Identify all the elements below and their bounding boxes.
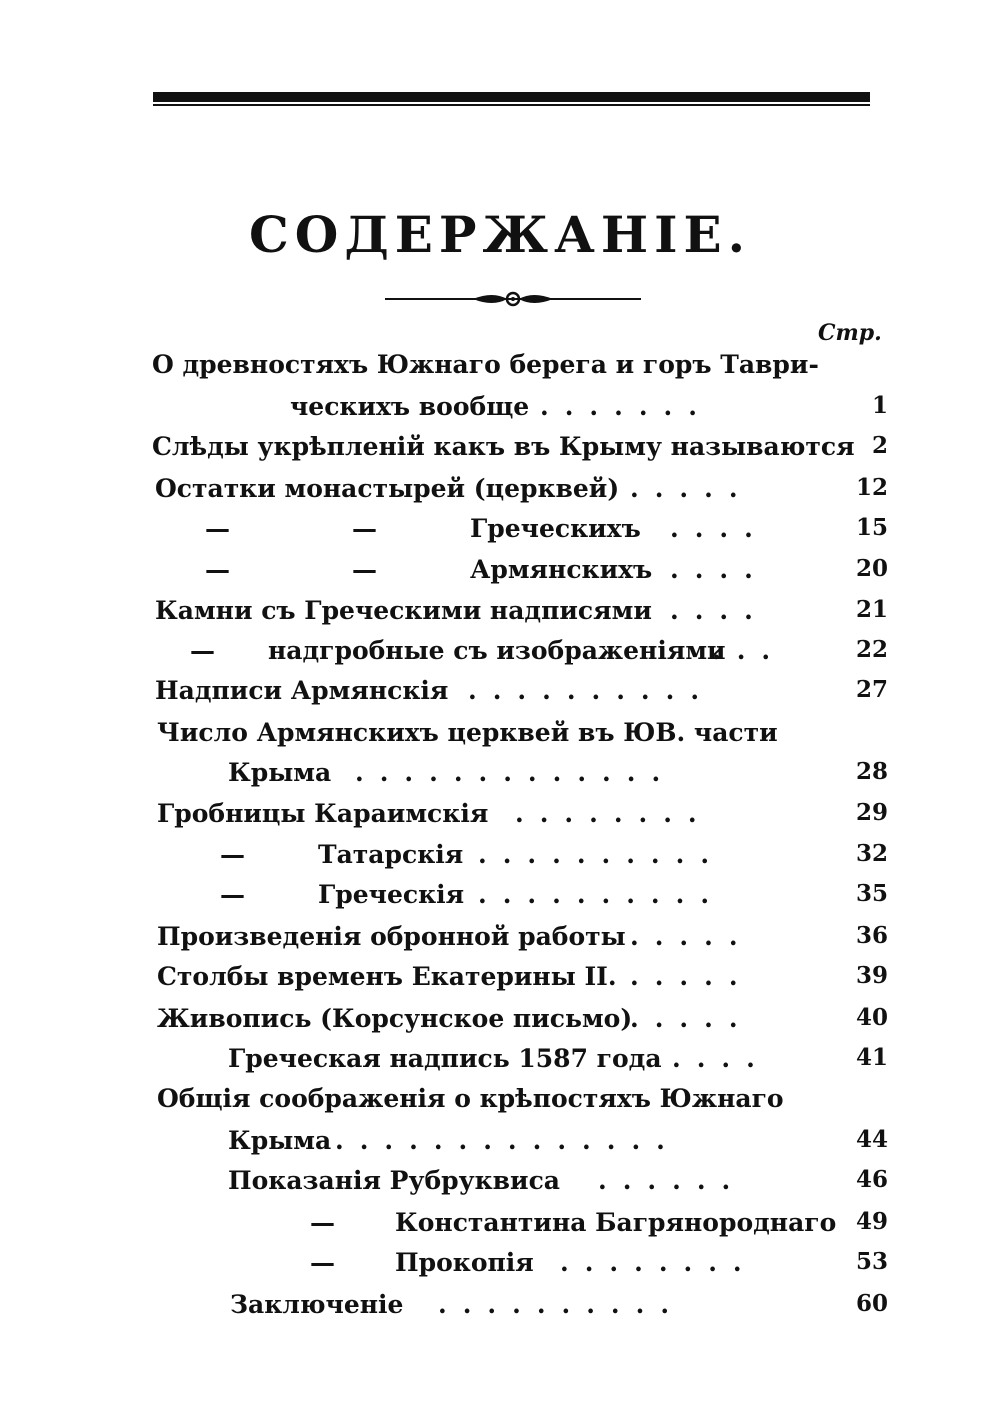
toc-entry-text: Надписи Армянскія [155, 676, 449, 705]
toc-entry-page: 22 [855, 636, 888, 663]
toc-entry [0, 1248, 1000, 1286]
toc-entry-page: 41 [855, 1044, 888, 1071]
leader-dots: ..... [630, 1004, 754, 1033]
ditto-dash: — [205, 555, 230, 584]
toc-entry-page: 29 [855, 799, 888, 826]
toc-entry [0, 514, 1000, 552]
toc-entry-text: Общія соображенія о крѣпостяхъ Южнаго [157, 1084, 784, 1113]
toc-entry [0, 1208, 1000, 1246]
toc-entry-text: Число Армянскихъ церквей въ ЮВ. части [157, 718, 778, 747]
toc-entry-page: 21 [855, 596, 888, 623]
toc-entry [0, 718, 1000, 756]
toc-entry [0, 636, 1000, 674]
leader-dots: ...... [598, 1166, 747, 1195]
leader-dots: .... [670, 514, 769, 543]
page-column-label: Стр. [818, 320, 882, 346]
toc-entry-text: Армянскихъ [470, 555, 653, 584]
toc-entry-page: 46 [855, 1166, 888, 1193]
toc-entry-page: 60 [855, 1290, 888, 1317]
toc-entry-text: Крыма [228, 758, 332, 787]
toc-entry-text: Произведенія обронной работы [157, 922, 626, 951]
toc-entry-page: 27 [855, 676, 888, 703]
toc-entry-page: 20 [855, 555, 888, 582]
toc-entry-page: 1 [871, 392, 888, 419]
ditto-dash: — [220, 840, 245, 869]
leader-dots: ..... [630, 922, 754, 951]
toc-entry-page: 32 [855, 840, 888, 867]
ornament-divider [385, 288, 641, 310]
toc-entry-text: О древностяхъ Южнаго берега и горъ Таври- [152, 350, 819, 379]
toc-entry-page: 15 [855, 514, 888, 541]
toc-entry-text: Татарскія [318, 840, 464, 869]
toc-entry-text: Греческихъ [470, 514, 641, 543]
toc-entry-text: Заключеніе [230, 1290, 404, 1319]
leader-dots: .......... [468, 676, 716, 705]
ditto-dash: — [352, 555, 377, 584]
page-title: СОДЕРЖАНІЕ. [249, 205, 751, 264]
toc-entry-page: 39 [855, 962, 888, 989]
toc-entry-page: 35 [855, 880, 888, 907]
ditto-dash: — [352, 514, 377, 543]
leader-dots: ............. [355, 758, 677, 787]
toc-entry [0, 840, 1000, 878]
leader-dots: .......... [438, 1290, 686, 1319]
toc-entry-text: Прокопія [395, 1248, 534, 1277]
leader-dots: ........ [515, 799, 713, 828]
toc-entry-text: Крыма [228, 1126, 332, 1155]
toc-entry-text: Живопись (Корсунское письмо) [157, 1004, 633, 1033]
leader-dots: .... [672, 1044, 771, 1073]
toc-entry [0, 922, 1000, 960]
toc-entry-text: Гробницы Караимскія [157, 799, 489, 828]
toc-entry-text: надгробные съ изображеніями [268, 636, 726, 665]
toc-entry-page: 36 [855, 922, 888, 949]
ditto-dash: — [190, 636, 215, 665]
toc-entry-text: Греческая надпись 1587 года [228, 1044, 662, 1073]
leader-dots: ....... [540, 392, 713, 421]
leader-dots: .............. [335, 1126, 681, 1155]
toc-entry [0, 350, 1000, 388]
top-double-rule [153, 92, 870, 102]
leader-dots: ... [712, 636, 787, 665]
toc-entry-text: Греческія [318, 880, 465, 909]
toc-entry [0, 596, 1000, 634]
toc-entry-page: 28 [855, 758, 888, 785]
leader-dots: .... [670, 555, 769, 584]
toc-entry-text: Показанія Рубруквиса [228, 1166, 561, 1195]
toc-entry-page: 49 [855, 1208, 888, 1235]
ditto-dash: — [205, 514, 230, 543]
toc-entry [0, 1290, 1000, 1328]
leader-dots: .... [670, 596, 769, 625]
toc-entry [0, 1084, 1000, 1122]
leader-dots: ..... [630, 962, 754, 991]
toc-entry [0, 1126, 1000, 1164]
toc-entry [0, 758, 1000, 796]
toc-entry-page: 12 [855, 474, 888, 501]
toc-entry-text: Столбы временъ Екатерины II. [157, 962, 617, 991]
toc-entry-text: Слѣды укрѣпленій какъ въ Крыму называются [152, 432, 855, 461]
toc-entry [0, 799, 1000, 837]
toc-entry-text: Константина Багрянороднаго [395, 1208, 837, 1237]
leader-dots: .......... [478, 840, 726, 869]
toc-entry-page: 2 [871, 432, 888, 459]
toc-entry [0, 1004, 1000, 1042]
toc-entry-text: ческихъ вообще [290, 392, 530, 421]
toc-entry [0, 1166, 1000, 1204]
toc-entry [0, 555, 1000, 593]
toc-entry [0, 474, 1000, 512]
leader-dots: ..... [630, 474, 754, 503]
ditto-dash: — [310, 1248, 335, 1277]
toc-entry [0, 880, 1000, 918]
toc-entry [0, 962, 1000, 1000]
toc-entry-page: 40 [855, 1004, 888, 1031]
toc-entry-text: Камни съ Греческими надписями [155, 596, 652, 625]
ditto-dash: — [220, 880, 245, 909]
toc-entry [0, 392, 1000, 430]
ditto-dash: — [310, 1208, 335, 1237]
leader-dots: .......... [478, 880, 726, 909]
toc-entry [0, 676, 1000, 714]
toc-entry-page: 44 [855, 1126, 888, 1153]
toc-entry-text: Остатки монастырей (церквей) [155, 474, 620, 503]
toc-entry [0, 432, 1000, 470]
toc-entry [0, 1044, 1000, 1082]
toc-entry-page: 53 [855, 1248, 888, 1275]
leader-dots: ........ [560, 1248, 758, 1277]
